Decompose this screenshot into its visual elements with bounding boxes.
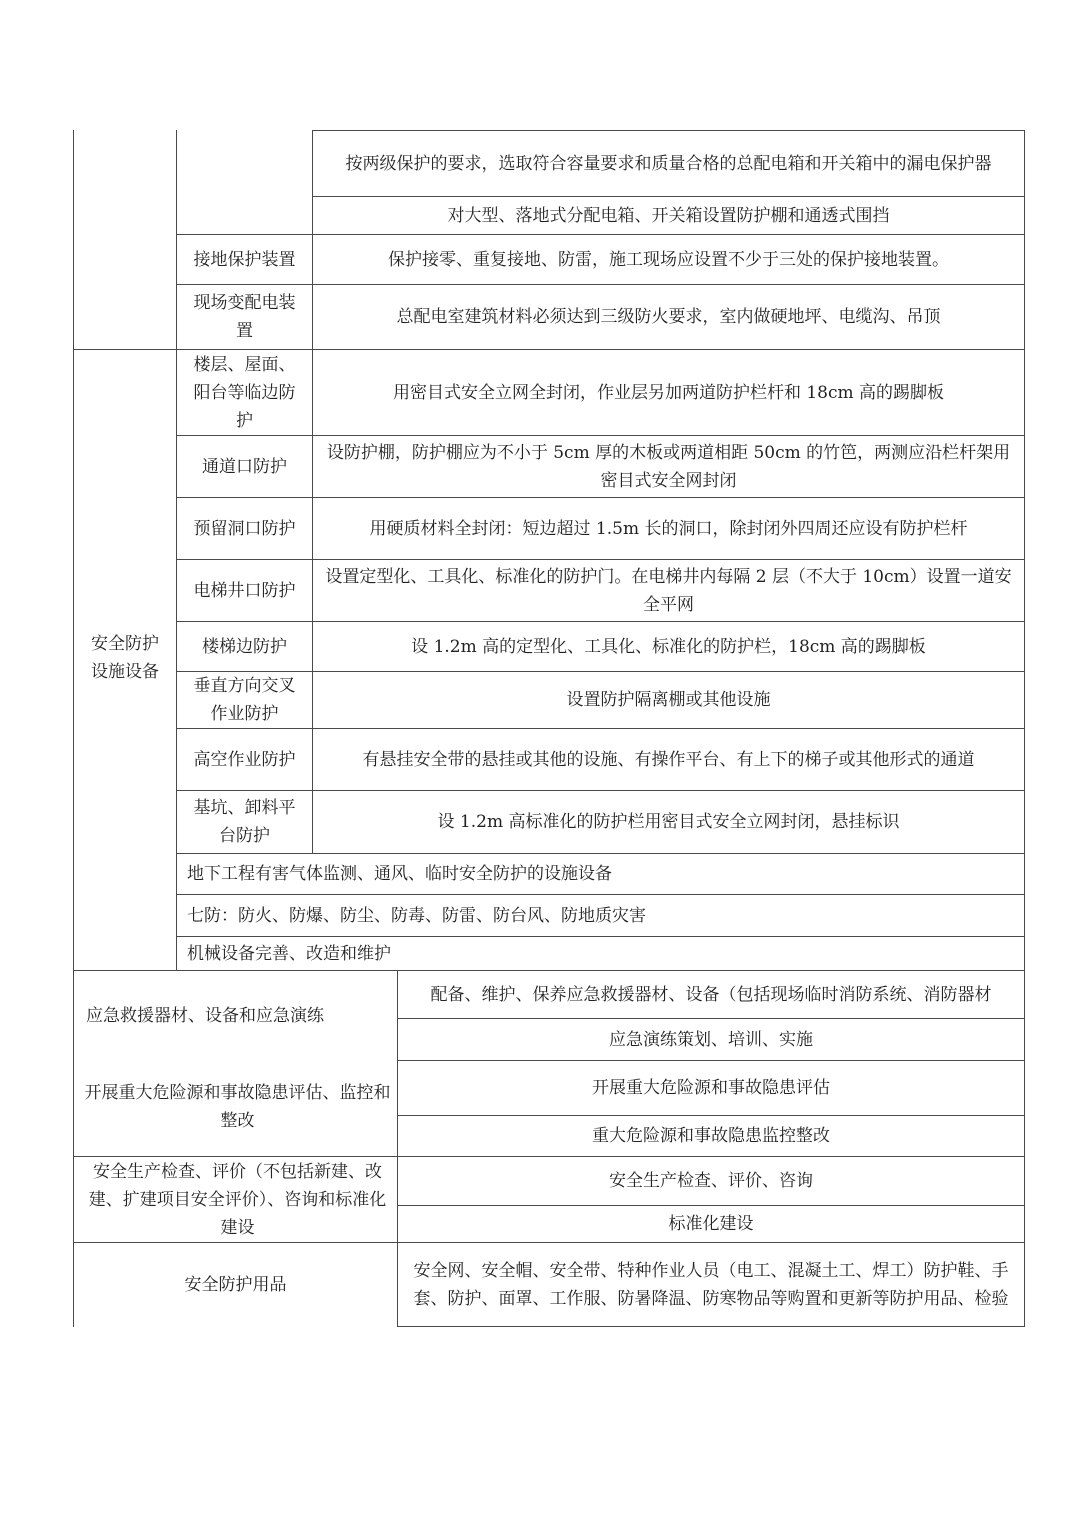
table-category-cell: 开展重大危险源和事故隐患评估、监控和整改 (84, 1083, 391, 1131)
table-cell: 按两级保护的要求，选取符合容量要求和质量合格的总配电箱和开关箱中的漏电保护器 (345, 153, 992, 174)
table-cell: 预留洞口防护 (193, 518, 296, 539)
table-cell: 用硬质材料全封闭：短边超过 1.5m 长的洞口，除封闭外四周还应设有防护栏杆 (369, 518, 968, 539)
table-cell: 安全生产检查、评价、咨询 (609, 1171, 813, 1191)
table-cell: 有悬挂安全带的悬挂或其他的设施、有操作平台、有上下的梯子或其他形式的通道 (362, 749, 975, 770)
table-cell: 接地保护装置 (193, 249, 296, 270)
table-cell: 应急演练策划、培训、实施 (609, 1029, 813, 1050)
table-cell: 地下工程有害气体监测、通风、临时安全防护的设施设备 (187, 864, 612, 884)
table-cell: 楼梯边防护 (202, 636, 287, 657)
table-cell: 垂直方向交叉作业防护 (193, 676, 296, 724)
table-cell: 安全网、安全帽、安全带、特种作业人员（电工、混凝土工、焊工）防护鞋、手套、防护、面罩、工作服、防暑降温、防寒物品等购置和更新等防护用品、检验 (413, 1260, 1009, 1309)
table-cell: 保护接零、重复接地、防雷，施工现场应设置不少于三处的保护接地装置。 (388, 249, 949, 270)
row-line (397, 1326, 1025, 1327)
table-category-cell: 安全防护设施设备 (91, 634, 159, 682)
table-category-cell: 应急救援器材、设备和应急演练 (86, 1006, 324, 1026)
table-cell: 设置定型化、工具化、标准化的防护门。在电梯井内每隔 2 层（不大于 10cm）设置一道安全平网 (325, 566, 1012, 615)
table-cell: 现场变配电装置 (193, 293, 296, 341)
table-border-left (73, 130, 74, 1327)
table-cell: 高空作业防护 (193, 749, 296, 770)
table-cell: 设置防护隔离棚或其他设施 (566, 690, 771, 710)
table-cell: 七防：防火、防爆、防尘、防毒、防雷、防台风、防地质灾害 (187, 905, 646, 926)
table-cell: 标准化建设 (668, 1214, 754, 1234)
table-cell: 配备、维护、保养应急救援器材、设备（包括现场临时消防系统、消防器材 (430, 984, 992, 1005)
table-cell: 总配电室建筑材料必须达到三级防火要求，室内做硬地坪、电缆沟、吊顶 (396, 307, 941, 327)
table-category-cell: 安全生产检查、评价（不包括新建、改建、扩建项目安全评价）、咨询和标准化建设 (88, 1161, 387, 1238)
table-cell: 设 1.2m 高的定型化、工具化、标准化的防护栏，18cm 高的踢脚板 (411, 636, 926, 657)
table-cell: 用密目式安全立网全封闭，作业层另加两道防护栏杆和 18cm 高的踢脚板 (392, 382, 945, 403)
table-cell: 重大危险源和事故隐患监控整改 (592, 1126, 830, 1146)
table-cell: 通道口防护 (202, 456, 287, 477)
table-cell: 对大型、落地式分配电箱、开关箱设置防护棚和通透式围挡 (447, 205, 890, 226)
table-cell: 电梯井口防护 (193, 580, 296, 601)
table-category-cell: 安全防护用品 (184, 1274, 287, 1295)
table-cell: 设防护棚，防护棚应为不小于 5cm 厚的木板或两道相距 50cm 的竹笆，两测应沿栏杆架用密目式安全网封闭 (326, 442, 1011, 491)
table-cell: 楼层、屋面、阳台等临边防护 (193, 354, 296, 431)
table-cell: 设 1.2m 高标准化的防护栏用密目式安全立网封闭，悬挂标识 (437, 812, 900, 832)
table-cell: 基坑、卸料平台防护 (193, 798, 296, 846)
table-cell: 机械设备完善、改造和维护 (187, 943, 391, 964)
table-cell: 开展重大危险源和事故隐患评估 (592, 1078, 830, 1098)
